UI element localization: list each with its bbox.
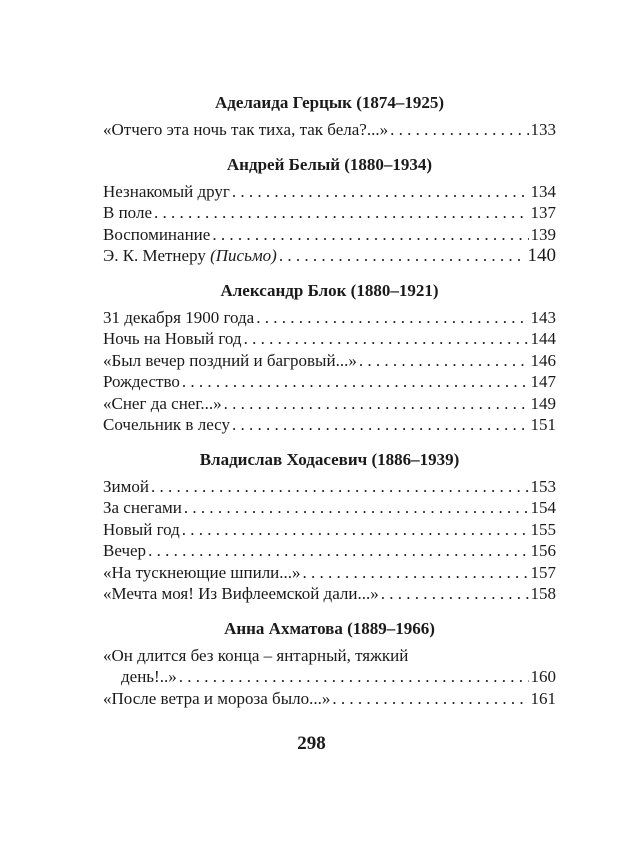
entry-title: «Отчего эта ночь так тиха, так бела?...» <box>103 120 389 139</box>
entry-page: 151 <box>530 415 556 434</box>
entry-title: Сочельник в лесу <box>103 415 230 434</box>
toc-entry[interactable] <box>103 393 556 415</box>
entry-title: «После ветра и мороза было...» <box>103 688 331 708</box>
entry-title: Рождество <box>103 372 180 391</box>
dot-leader <box>184 497 529 519</box>
table-of-contents <box>103 93 556 723</box>
toc-entry[interactable] <box>103 519 556 541</box>
entry-title-line1: «Он длится без конца – янтарный, тяжкий <box>103 645 409 665</box>
toc-entry[interactable] <box>103 224 556 246</box>
entry-title: «Снег да снег...» <box>103 393 222 413</box>
toc-section <box>103 450 556 605</box>
entry-title: «На тускнеющие шпили...» <box>103 562 301 582</box>
toc-entry[interactable] <box>103 181 556 203</box>
dot-leader <box>359 350 529 372</box>
entry-page: 143 <box>530 307 556 327</box>
entry-page: 161 <box>530 688 556 708</box>
entry-page: 133 <box>530 120 556 139</box>
dot-leader <box>179 666 529 688</box>
dot-leader <box>256 307 528 329</box>
toc-entry[interactable] <box>103 202 556 224</box>
dot-leader <box>232 181 529 203</box>
entry-page: 153 <box>530 476 556 496</box>
entry-title: Зимой <box>103 476 149 496</box>
entry-page: 154 <box>530 498 556 517</box>
toc-section <box>103 619 556 710</box>
dot-leader <box>381 583 529 605</box>
toc-entry[interactable] <box>103 414 556 436</box>
dot-leader <box>182 371 529 393</box>
page-number: 298 <box>297 733 326 754</box>
toc-entry[interactable] <box>103 476 556 498</box>
entry-page: 146 <box>530 350 556 370</box>
section-author: Андрей Белый (1880–1934) <box>226 154 433 174</box>
toc-section <box>103 281 556 436</box>
section-author: Александр Блок (1880–1921) <box>220 280 439 300</box>
entry-title-text: Э. К. Метнеру <box>103 246 206 265</box>
entry-page: 137 <box>530 203 556 222</box>
toc-section <box>103 155 556 267</box>
toc-entry[interactable] <box>103 583 556 605</box>
entry-page: 149 <box>530 393 556 413</box>
dot-leader <box>232 414 529 436</box>
toc-entry[interactable] <box>103 371 556 393</box>
toc-entry <box>103 666 556 688</box>
toc-entry-multiline[interactable] <box>103 645 556 688</box>
entry-title: Воспоминание <box>103 224 211 244</box>
dot-leader <box>224 393 529 415</box>
entry-title-note: (Письмо) <box>210 246 277 265</box>
entry-title: Ночь на Новый год <box>103 329 242 348</box>
entry-page: 139 <box>530 224 556 244</box>
entry-title: Вечер <box>103 541 147 560</box>
entry-title: 31 декабря 1900 года <box>103 307 255 327</box>
entry-page: 134 <box>530 181 556 201</box>
toc-entry[interactable] <box>103 350 556 372</box>
dot-leader <box>148 540 528 562</box>
entry-page: 156 <box>530 541 556 560</box>
entry-title: Новый год <box>103 519 180 539</box>
dot-leader <box>279 245 526 267</box>
entry-title: В поле <box>103 203 152 222</box>
entry-title: Незнакомый друг <box>103 181 230 201</box>
section-author: Владислав Ходасевич (1886–1939) <box>199 449 460 469</box>
dot-leader <box>244 328 529 350</box>
dot-leader <box>332 688 528 710</box>
entry-title: «Мечта моя! Из Вифлеемской дали...» <box>103 584 379 603</box>
entry-title <box>103 245 277 267</box>
entry-page: 155 <box>530 519 556 539</box>
entry-title-line2: день!..» <box>121 667 177 686</box>
dot-leader <box>182 519 529 541</box>
toc-entry[interactable] <box>103 688 556 710</box>
dot-leader <box>303 562 529 584</box>
section-author: Анна Ахматова (1889–1966) <box>224 618 435 638</box>
entry-page: 147 <box>530 372 556 391</box>
entry-page: 140 <box>527 245 556 266</box>
dot-leader <box>390 119 528 141</box>
section-author: Аделаида Герцык (1874–1925) <box>214 93 445 112</box>
dot-leader <box>151 476 529 498</box>
toc-entry[interactable] <box>103 307 556 329</box>
toc-section <box>103 93 556 141</box>
toc-entry[interactable] <box>103 328 556 350</box>
entry-title: За снегами <box>103 498 182 517</box>
entry-page: 157 <box>530 562 556 582</box>
entry-page: 144 <box>530 329 556 348</box>
dot-leader <box>154 202 529 224</box>
toc-entry[interactable] <box>103 540 556 562</box>
entry-title: «Был вечер поздний и багровый...» <box>103 350 357 370</box>
toc-entry[interactable] <box>103 562 556 584</box>
toc-entry[interactable] <box>103 245 556 267</box>
toc-entry[interactable] <box>103 497 556 519</box>
entry-page: 158 <box>530 584 556 603</box>
toc-entry[interactable] <box>103 119 556 141</box>
entry-page: 160 <box>530 667 556 686</box>
dot-leader <box>212 224 528 246</box>
